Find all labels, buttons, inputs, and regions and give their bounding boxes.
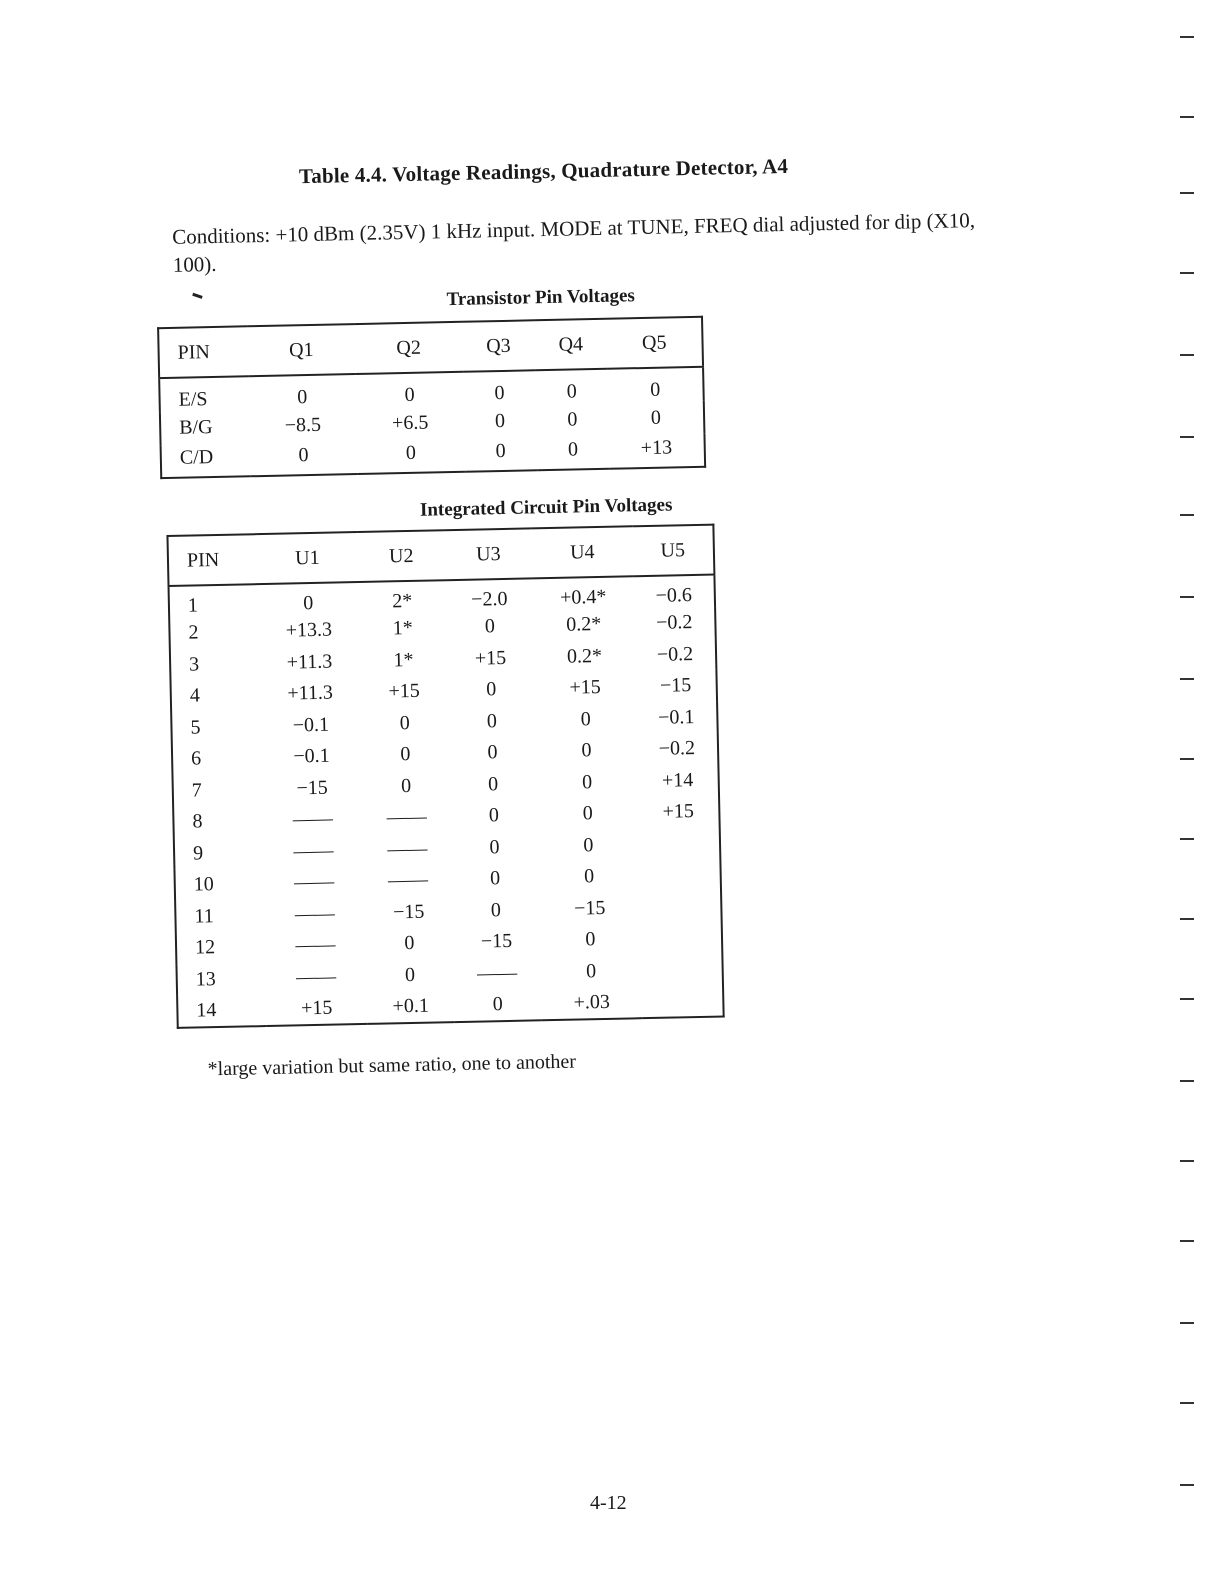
voltage-cell: —— — [293, 839, 334, 863]
voltage-cell: 0 — [484, 615, 496, 638]
voltage-cell: −8.5 — [284, 413, 322, 437]
voltage-cell: −0.2 — [655, 611, 693, 635]
voltage-cell: 0 — [399, 711, 410, 734]
voltage-cell: 0 — [585, 959, 597, 983]
footnote: *large variation but same ratio, one to another — [207, 1050, 577, 1081]
header-cell: U5 — [660, 538, 686, 562]
voltage-cell: 0.2* — [566, 644, 603, 668]
pin-label-cell: 2 — [188, 621, 199, 644]
voltage-cell: −2.0 — [470, 587, 508, 611]
pin-label-cell: 4 — [189, 684, 201, 707]
voltage-cell: +15 — [569, 676, 601, 699]
voltage-cell: 0 — [650, 378, 661, 401]
voltage-cell: −15 — [573, 896, 606, 920]
header-cell: PIN — [177, 340, 211, 364]
table-title: Table 4.4. Voltage Readings, Quadrature Detector, A4 — [298, 153, 789, 189]
voltage-cell: 0 — [585, 928, 596, 951]
voltage-cell: 0 — [494, 381, 505, 405]
voltage-cell — [640, 922, 722, 955]
voltage-cell: 0 — [567, 408, 578, 431]
pin-label-cell: 14 — [196, 998, 217, 1022]
header-cell: U1 — [294, 546, 320, 569]
header-cell: Q5 — [641, 331, 667, 354]
ic-table-body — [169, 575, 724, 1028]
voltage-cell: 0 — [580, 707, 592, 731]
header-cell: Q2 — [396, 336, 422, 359]
voltage-cell: 0 — [583, 865, 595, 888]
page-number: 4-12 — [590, 1492, 627, 1514]
voltage-cell: −0.1 — [292, 713, 330, 737]
voltage-cell: +11.3 — [286, 650, 333, 674]
voltage-cell: +6.5 — [391, 411, 429, 435]
voltage-cell: −0.2 — [658, 737, 696, 761]
header-cell: U4 — [569, 540, 595, 564]
voltage-cell: −0.1 — [657, 705, 695, 729]
binding-margin-marks — [1170, 0, 1224, 1584]
voltage-cell: +15 — [662, 800, 695, 823]
voltage-cell: 2* — [391, 589, 413, 613]
ic-subtitle: Integrated Circuit Pin Voltages — [419, 494, 673, 521]
voltage-cell — [639, 859, 721, 892]
voltage-cell: −15 — [296, 776, 329, 800]
transistor-voltage-table — [157, 316, 706, 479]
voltage-cell: 0 — [495, 439, 506, 462]
voltage-cell: −15 — [659, 674, 692, 697]
transistor-table-body — [159, 367, 705, 478]
voltage-cell: 0 — [488, 804, 500, 827]
voltage-cell: −15 — [392, 900, 425, 924]
pin-label-cell: E/S — [178, 388, 208, 411]
voltage-cell: +11.3 — [287, 681, 334, 705]
voltage-cell: −0.2 — [656, 642, 694, 666]
voltage-cell: 0 — [486, 709, 498, 733]
voltage-cell: 0 — [297, 386, 308, 409]
voltage-cell: 0 — [400, 743, 411, 766]
header-cell: PIN — [186, 548, 220, 572]
voltage-cell — [638, 827, 720, 860]
header-cell: Q4 — [558, 332, 584, 356]
voltage-cell: 0 — [404, 932, 415, 955]
voltage-cell: +0.1 — [392, 994, 430, 1018]
pin-label-cell: C/D — [179, 445, 214, 469]
voltage-cell: —— — [387, 868, 429, 892]
pin-label-cell: 1 — [187, 594, 199, 617]
voltage-cell: 0 — [490, 898, 502, 922]
voltage-cell: −0.6 — [655, 584, 693, 607]
pin-label-cell: 11 — [194, 904, 214, 928]
pin-label-cell: 12 — [194, 936, 216, 959]
voltage-cell: 0 — [487, 772, 499, 796]
pin-label-cell: 7 — [191, 779, 203, 802]
voltage-cell: 0.2* — [566, 613, 602, 636]
voltage-cell: 0 — [404, 383, 415, 407]
voltage-cell: 0 — [581, 739, 592, 762]
pin-label-cell: 3 — [188, 653, 200, 676]
voltage-cell: −0.1 — [293, 744, 330, 768]
voltage-cell: 0 — [581, 770, 593, 794]
voltage-cell: +13.3 — [285, 618, 333, 642]
voltage-cell: 0 — [405, 441, 417, 464]
conditions-text: Conditions: +10 dBm (2.35V) 1 kHz input. MODE at TUNE, FREQ dial adjusted for dip (X10, 100). — [171, 208, 976, 277]
voltage-cell: —— — [476, 961, 518, 985]
voltage-cell: 0 — [303, 591, 314, 615]
voltage-cell: 0 — [567, 437, 579, 461]
voltage-cell: +15 — [474, 646, 507, 670]
voltage-cell: —— — [292, 807, 334, 831]
voltage-cell: 0 — [404, 963, 416, 986]
voltage-cell: —— — [294, 902, 336, 926]
voltage-cell: —— — [387, 837, 428, 861]
voltage-cell: +15 — [300, 996, 333, 1020]
voltage-cell: +13 — [640, 435, 673, 459]
voltage-cell: +.03 — [573, 990, 611, 1014]
ic-voltage-table — [166, 524, 724, 1029]
pin-label-cell: 13 — [195, 967, 216, 991]
pin-label-cell: 9 — [192, 842, 204, 865]
header-cell: U3 — [475, 542, 501, 566]
pin-label-cell: 5 — [190, 716, 201, 739]
voltage-cell — [642, 984, 724, 1017]
pin-label-cell: 10 — [193, 873, 215, 896]
pin-label-cell: B/G — [178, 416, 213, 439]
header-cell: Q3 — [485, 334, 511, 357]
voltage-cell: 0 — [492, 992, 504, 1016]
voltage-cell: —— — [295, 933, 336, 957]
voltage-cell: —— — [295, 965, 337, 989]
voltage-cell: 0 — [583, 833, 594, 857]
voltage-cell: −15 — [480, 930, 513, 953]
voltage-cell: 1* — [392, 617, 414, 640]
voltage-cell: 0 — [298, 443, 309, 466]
voltage-cell: 0 — [582, 802, 593, 825]
transistor-subtitle: Transistor Pin Voltages — [446, 285, 636, 311]
header-cell: U2 — [388, 544, 414, 567]
stray-mark — [192, 293, 202, 299]
voltage-cell: +14 — [661, 768, 694, 792]
voltage-cell: —— — [386, 805, 427, 829]
voltage-cell: 0 — [489, 867, 501, 890]
voltage-cell — [640, 890, 722, 923]
voltage-cell: 0 — [485, 678, 497, 701]
voltage-cell: 0 — [494, 409, 506, 433]
voltage-cell: 1* — [393, 648, 414, 672]
header-cell: Q1 — [288, 338, 314, 361]
pin-label-cell: 8 — [192, 810, 203, 833]
voltage-cell: 0 — [566, 380, 578, 403]
voltage-cell: +15 — [388, 680, 420, 703]
voltage-cell: +0.4* — [559, 585, 607, 609]
pin-label-cell: 6 — [190, 747, 202, 770]
voltage-cell: —— — [293, 870, 335, 894]
voltage-cell: 0 — [487, 741, 498, 764]
voltage-cell — [641, 953, 723, 986]
voltage-cell: 0 — [650, 406, 662, 429]
voltage-cell: 0 — [489, 835, 500, 859]
voltage-cell: 0 — [400, 774, 412, 797]
